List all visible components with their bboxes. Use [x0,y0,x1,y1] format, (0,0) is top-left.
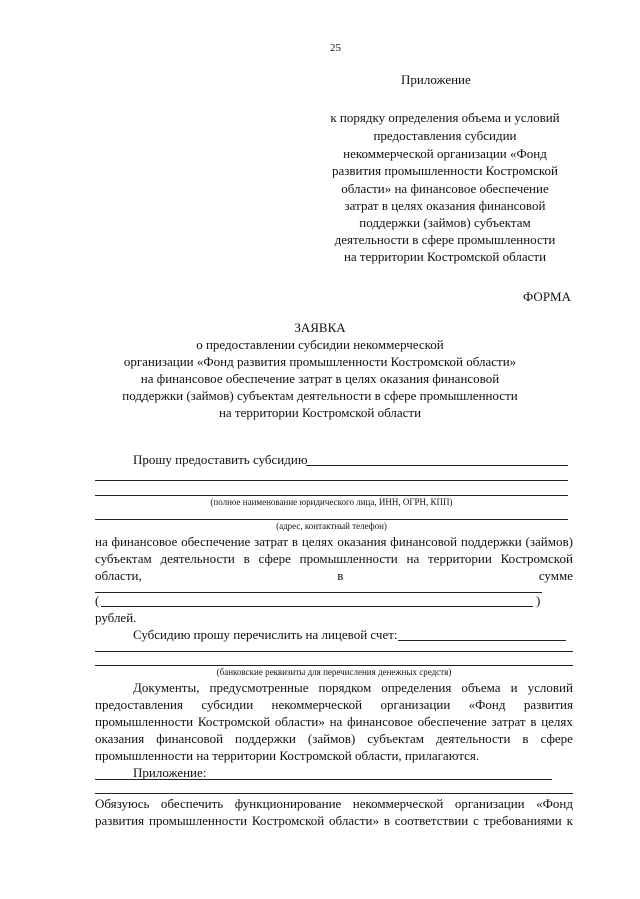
word: обеспечение [417,714,487,729]
account-field-line[interactable] [398,640,566,641]
word: финансовой [156,731,224,746]
word: к [566,813,573,828]
word: в [337,568,344,583]
word: развития [523,697,573,712]
word: промышленности [148,813,248,828]
word: Костромской [251,813,325,828]
word: (займов) [307,731,356,746]
word: в [530,714,537,729]
word: с [473,813,479,828]
form-label: ФОРМА [523,289,571,304]
word: оказания [95,731,145,746]
attachment-field-line[interactable] [95,793,573,794]
word: области, [95,568,142,583]
word: оказания [337,534,387,549]
word: промышленности [95,714,194,729]
word: в [383,813,390,828]
word: затрат [491,714,526,729]
paren-close: ) [536,593,541,608]
amount-words-line[interactable] [101,606,533,607]
address-field-line[interactable] [95,519,568,520]
word: территории [428,551,492,566]
word: на [329,714,343,729]
word: поддержки [235,731,296,746]
subtitle-line: на территории Костромской области [218,405,422,420]
subtitle-line: на финансовое обеспечение затрат в целях оказания финансовой [140,371,500,386]
purpose-line-1 [95,534,573,550]
word: организации [380,697,451,712]
bank-field-line[interactable] [95,665,573,666]
word: субъектам [95,551,152,566]
word: сфере [258,551,291,566]
word: целях [301,534,334,549]
docs-line-1 [133,680,573,696]
request-label: Прошу предоставить субсидию [133,452,308,467]
docs-line-3 [95,714,573,730]
word: субсидии [201,697,254,712]
word: Костромской [197,714,271,729]
account-label: Субсидию прошу перечислить на лицевой счет: [133,627,398,642]
attachment-label: Приложение: [133,765,207,780]
word: развития [95,813,145,828]
appendix-line: к порядку определения объема и условий [330,110,560,125]
word: сумме [538,568,573,583]
docs-line-5: промышленности на территории Костромской области, прилагаются. [95,748,480,763]
word: поддержки [460,534,522,549]
entity-caption: (полное наименование юридического лица, ИНН, ОГРН, КПП) [210,497,453,507]
word: «Фонд [536,796,573,811]
word: Обязуюсь [95,796,150,811]
word: деятельности [160,551,235,566]
attachment-field-line[interactable] [95,779,552,780]
word: Документы, [133,680,200,695]
word: функционирование [234,796,342,811]
rubles-label: рублей. [95,610,137,625]
appendix-line: предоставления субсидии [373,128,517,143]
word: на [406,551,420,566]
word: порядком [318,680,372,695]
appendix-line: области» на финансовое обеспечение [341,181,549,196]
subtitle-line: о предоставлении субсидии некоммерческой [196,337,444,352]
subsidy-field-line[interactable] [306,465,568,466]
word: «Фонд [468,697,506,712]
appendix-title: Приложение [401,72,471,87]
page-number: 25 [330,42,341,54]
word: финансовой [390,534,458,549]
appendix-line: затрат в целях оказания финансовой [344,198,546,213]
bank-field-line[interactable] [95,651,573,652]
word: в [522,731,529,746]
appendix-line: развития промышленности Костромской [331,163,559,178]
word: обеспечить [160,796,224,811]
entity-field-line[interactable] [95,480,568,481]
word: области» [329,813,379,828]
word: предусмотренные [209,680,309,695]
word: определения [381,680,452,695]
word: (займов) [525,534,573,549]
word: целях [541,714,573,729]
docs-line-2 [95,697,573,713]
word: промышленности [299,551,398,566]
word: сфере [540,731,573,746]
bank-caption: (банковские реквизиты для перечисления денежных средств) [216,667,452,677]
word: и [510,680,518,695]
word: требованиями [483,813,562,828]
entity-field-line[interactable] [95,495,568,496]
word: объема [461,680,501,695]
appendix-line: на территории Костромской области [343,249,547,264]
word: соответствии [394,813,469,828]
appendix-line: деятельности в сфере промышленности [334,232,556,247]
purpose-line-2 [95,551,573,567]
word: обеспечение [181,534,251,549]
oblig-line-1 [95,796,573,812]
word: области» [274,714,325,729]
purpose-line-3 [95,568,573,584]
application-title: ЗАЯВКА [294,320,346,335]
word: организации [454,796,525,811]
word: субъектам [367,731,424,746]
word: предоставления [95,697,183,712]
word: в [243,551,250,566]
docs-line-4 [95,731,573,747]
word: Костромской [500,551,573,566]
paren-open: ( [95,593,100,608]
word: некоммерческой [271,697,363,712]
word: условий [527,680,573,695]
word: финансовое [347,714,413,729]
word: некоммерческой [352,796,444,811]
subtitle-line: поддержки (займов) субъектам деятельности в сфере промышленности [122,388,518,403]
subtitle-line: организации «Фонд развития промышленности Костромской области» [123,354,517,369]
oblig-line-2 [95,813,573,829]
word: на [95,534,108,549]
appendix-line: поддержки (займов) субъектам [359,215,531,230]
word: финансовое [111,534,178,549]
word: деятельности [435,731,511,746]
word: в [291,534,299,549]
address-caption: (адрес, контактный телефон) [276,521,387,531]
appendix-line: некоммерческой организации «Фонд [343,146,547,161]
amount-field-line[interactable] [95,592,542,593]
word: затрат [254,534,289,549]
